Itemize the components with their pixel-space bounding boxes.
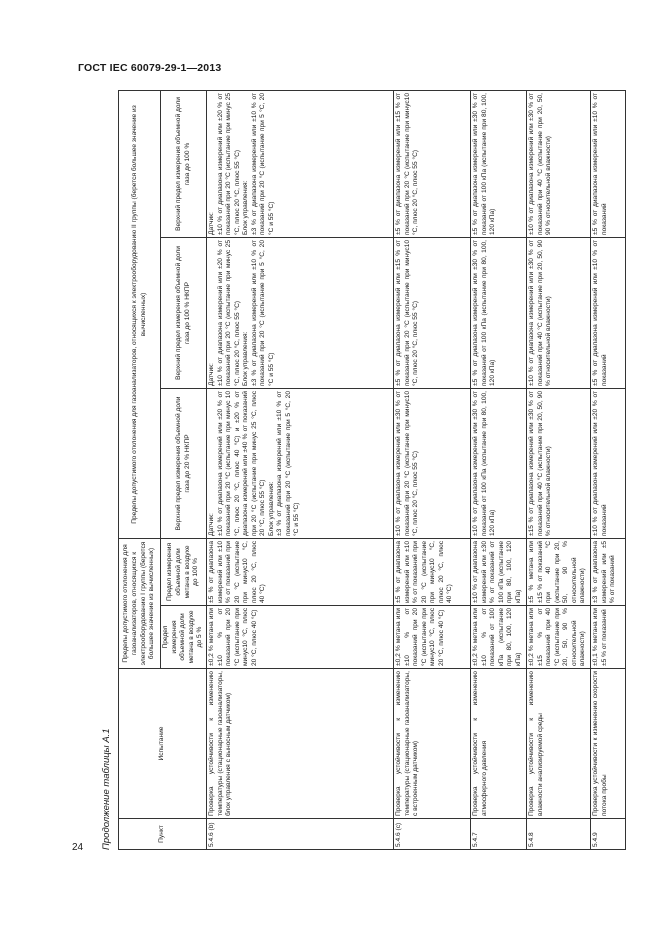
row-cell: ±5 % от диапазона измерений или ±30 % от показаний от 100 кПа (испытание при 80, 100, 120 кПа) (471, 91, 527, 238)
table-row (207, 91, 394, 850)
row-test: Проверка устойчивости к изменению температуры (стационарные газоанализаторы, с встроенным датчиком) (394, 669, 471, 819)
requirements-table (118, 90, 626, 850)
row-cell: ±5 % от диапазона измерений или ±15 % от показаний при 20 °С (испытание при минус10 °С, плюс 20 °С, плюс 55 °С) (394, 91, 471, 238)
row-cell: ±0,1 % метана или ±5 % от показаний (591, 606, 626, 669)
row-cell: ±5 % от диапазона измерений или ±30 % от показаний от 100 кПа (испытание при 80, 100, 120 кПа) (471, 238, 527, 389)
row-cell: ±0,2 % метана или ±10 % от показаний от 100 кПа (испытание при 80, 100, 120 кПа) (471, 606, 527, 669)
header-group2: Пределы допустимого отклонения для газоанализаторов, относящихся к электрооборудованию II группы (берется большее значение из вычисленных) (119, 91, 161, 539)
table-row (527, 91, 591, 850)
row-cell: ±10 % от диапазона измерений или ±30 % от показаний при 40 °С (испытание при 20, 50, 90 % относительной влажности) (527, 91, 591, 238)
row-cell: ±0,2 % метана или ±15 % от показаний при 40 °С (испытание при 20, 50, 90 % относительной влажности) (527, 606, 591, 669)
row-cell: ±0,2 % метана или ±10 % от показаний при 20 °С (испытание при минус10 °С, плюс 20 °С, плюс 40 °С) (394, 606, 471, 669)
row-item: 5.4.6 (b) (207, 819, 394, 850)
row-cell: ±10 % от диапазона измерений или ±30 % от показаний при 40 °С (испытание при 20, 50, 90 % относительной влажности) (527, 238, 591, 389)
row-cell: Датчик: ±10 % от диапазона измерений или ±20 % от показаний при 20 °С (испытание при минус 25 °С, плюс 20 °С, плюс 55 °С) Блок управления: ±3 % от диапазона измерений или ±10 % от показаний при 20 °С (испытание при 5 °С, 20 °С и 55 °С) (207, 238, 394, 389)
header-item: Пункт (119, 819, 207, 850)
row-cell: ±5 % от диапазона измерений или ±10 % от показаний (591, 91, 626, 238)
row-cell: ±5 % метана или ±15 % от показаний при 40 °С (испытание при 20, 50, 90 % относительной влажности) (527, 539, 591, 606)
header-group1-col1: Предел измерения объемной доли метана в воздухе до 5 % (161, 606, 207, 669)
row-cell: ±10 % от диапазона измерений или ±30 % от показаний при 20 °С (испытание при минус10 °С, плюс 20 °С, плюс 55 °С) (394, 389, 471, 539)
row-cell: ±10 % от диапазона измерений или ±30 % от показаний от 100 кПа (испытание при 80, 100, 120 кПа) (471, 389, 527, 539)
rotated-table-container (93, 91, 625, 850)
header-test: Испытание (119, 669, 207, 819)
row-item: 5.4.7 (471, 819, 527, 850)
header-group1: Пределы допустимого отклонения для газоанализаторов, относящихся к электрооборудованию I группы (берется большее значение из вычисленных) (119, 539, 161, 669)
header-group2-col2: Верхний предел измерения объемной доли газа до 100 % НКПР (161, 238, 207, 389)
header-group1-col2: Предел измерения объемной доли метана в воздухе до 100 % (161, 539, 207, 606)
page-number: 24 (72, 842, 84, 853)
row-cell: ±15 % от диапазона измерений или ±30 % от показаний при 40 °С (испытание при 20, 50, 90 % относительной влажности) (527, 389, 591, 539)
header-group2-col3: Верхний предел измерения объемной доли газа до 100 % (161, 91, 207, 238)
table-row (471, 91, 527, 850)
table-row (591, 91, 626, 850)
row-test: Проверка устойчивости к изменению атмосферного давления (471, 669, 527, 819)
row-item: 5.4.9 (591, 819, 626, 850)
row-cell: Датчик: ±10 % от диапазона измерений или ±20 % от показаний при 20 °С (испытание при минус 25 °С, плюс 20 °С, плюс 55 °С) Блок управления: ±3 % от диапазона измерений или ±10 % от показаний при 20 °С (испытание при 5 °С, 20 °С и 55 °С) (207, 91, 394, 238)
row-cell: ±0,2 % метана или ±10 % от показаний при 20 °С (испытание при минус10 °С, плюс 20 °С, плюс 40 °С) (207, 606, 394, 669)
row-cell: ±5 % от диапазона измерений или ±10 % от показаний (591, 238, 626, 389)
row-cell: ±10 % от диапазона измерений или ±30 % от показаний от 100 кПа (испытание при 80, 100, 120 кПа) (471, 539, 527, 606)
row-cell: ±5 % от диапазона измерений или ±10 % от показаний при 20 °С (испытание при минус10 °С, плюс 20 °С, плюс 40 °С) (394, 539, 471, 606)
row-test: Проверка устойчивости к изменению температуры (стационарные газоанализаторы, блок управления с выносным датчиком) (207, 669, 394, 819)
row-cell: ±5 % от диапазона измерений или ±10 % от показаний при 20 °С (испытание при минус10 °С, плюс 20 °С, плюс 40 °С) (207, 539, 394, 606)
table-header-row-1 (119, 91, 161, 850)
document-header: ГОСТ IEC 60079-29-1—2013 (78, 62, 222, 74)
table-caption: Продолжение таблицы А.1 (101, 728, 112, 850)
row-cell: Датчик: ±10 % от диапазона измерений или ±20 % от показаний при 20 °С (испытание при минус 10 °С, плюс 20 °С, плюс 40 °С) и ±20 % от диапазона измерений или ±40 % от показаний при 20 °С (испытание при минус 25 °С, плюс 20 °С, плюс 55 °С) Блок управления: ±3 % от диапазона измерений или ±10 % от показаний при 20 °С (испытание при 5 °С, 20 °С и 55 °С) (207, 389, 394, 539)
row-item: 5.4.8 (527, 819, 591, 850)
row-cell: ±10 % от диапазона измерений или ±20 % от показаний (591, 389, 626, 539)
row-test: Проверка устойчивости к изменению влажности анализируемой среды (527, 669, 591, 819)
table-row (394, 91, 471, 850)
row-test: Проверка устойчивости к изменению скорости потока пробы (591, 669, 626, 819)
row-item: 5.4.6 (с) (394, 819, 471, 850)
row-cell: ±5 % от диапазона измерений или ±15 % от показаний при 20 °С (испытание при минус10 °С, плюс 20 °С, плюс 55 °С) (394, 238, 471, 389)
row-cell: ±3 % от диапазона измерений или ±5 % от показаний (591, 539, 626, 606)
header-group2-col1: Верхний предел измерения объемной доли газа до 20 % НКПР (161, 389, 207, 539)
